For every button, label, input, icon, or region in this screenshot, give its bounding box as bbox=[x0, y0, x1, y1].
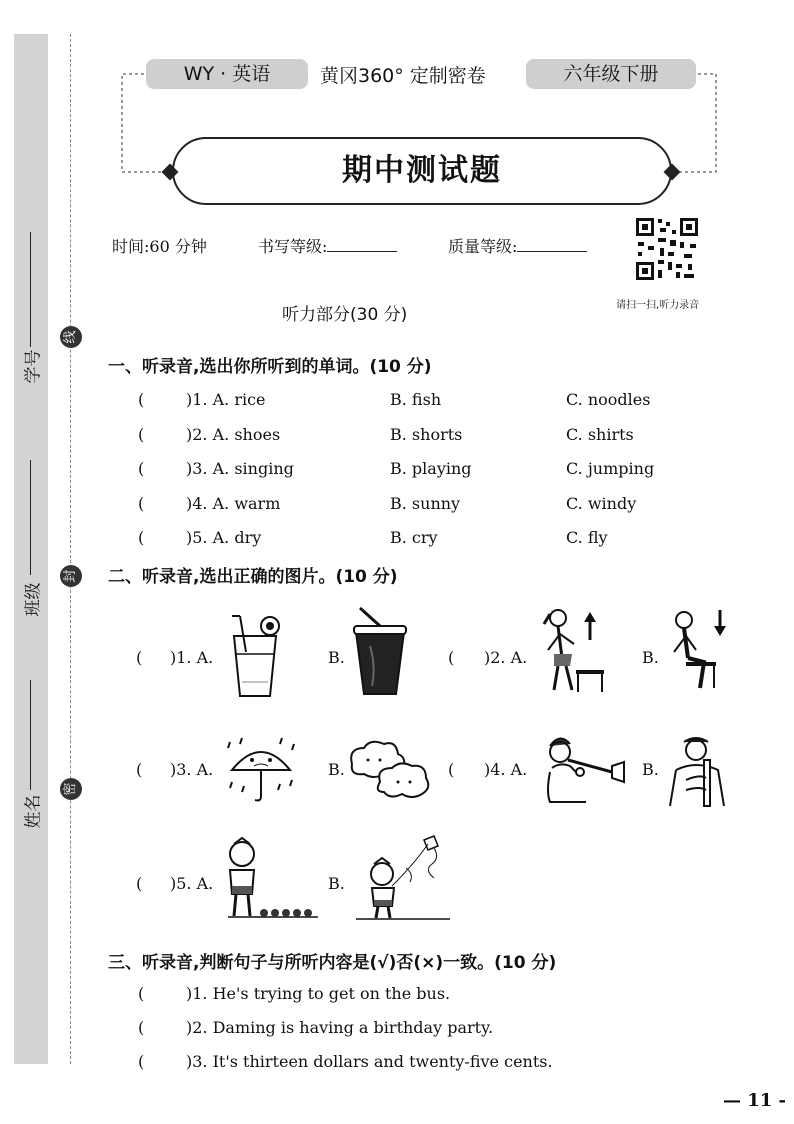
answer-paren[interactable]: ( bbox=[138, 528, 145, 547]
writing-grade-label: 书写等级: bbox=[258, 237, 328, 256]
option-c: C. shirts bbox=[566, 425, 634, 444]
answer-paren[interactable]: ( bbox=[138, 459, 145, 478]
boy-playing-recorder-icon bbox=[666, 734, 730, 810]
statement: )1. He's trying to get on the bus. bbox=[186, 984, 451, 1003]
option-c: C. noodles bbox=[566, 390, 651, 409]
option-b: B. fish bbox=[390, 390, 442, 409]
seal-feng: 封 bbox=[60, 565, 82, 587]
section3-title: 三、听录音,判断句子与所听内容是(√)否(×)一致。(10 分) bbox=[108, 953, 557, 973]
writing-grade bbox=[258, 234, 397, 257]
answer-paren[interactable]: ( bbox=[138, 984, 145, 1003]
answer-paren[interactable]: ( bbox=[138, 1052, 145, 1071]
id-label: 学号 bbox=[23, 349, 44, 384]
option-a: )4. A. warm bbox=[186, 494, 281, 513]
name-blank bbox=[30, 680, 31, 790]
q3-label: )3. A. bbox=[170, 760, 214, 779]
listening-title: 听力部分(30 分) bbox=[282, 305, 408, 325]
quality-grade bbox=[448, 234, 587, 257]
page-number: — 11 - bbox=[722, 1090, 786, 1111]
juice-glass-icon bbox=[226, 612, 284, 700]
writing-grade-blank bbox=[327, 237, 397, 252]
series-title: 黄冈360° 定制密卷 bbox=[320, 65, 486, 87]
option-a: )2. A. shoes bbox=[186, 425, 281, 444]
answer-paren[interactable]: ( bbox=[138, 494, 145, 513]
cut-line bbox=[70, 34, 71, 1064]
answer-paren[interactable]: ( bbox=[448, 648, 455, 667]
answer-paren[interactable]: ( bbox=[448, 760, 455, 779]
class-blank bbox=[30, 460, 31, 575]
answer-paren[interactable]: ( bbox=[138, 1018, 145, 1037]
clouds-icon bbox=[346, 736, 432, 802]
answer-paren[interactable]: ( bbox=[136, 874, 143, 893]
answer-paren[interactable]: ( bbox=[136, 760, 143, 779]
option-b: B. playing bbox=[390, 459, 472, 478]
option-c: C. windy bbox=[566, 494, 637, 513]
q1-b-label: B. bbox=[328, 648, 345, 667]
q2-label: )2. A. bbox=[484, 648, 528, 667]
id-blank bbox=[30, 232, 31, 347]
section1-title: 一、听录音,选出你所听到的单词。(10 分) bbox=[108, 357, 432, 377]
section2-title: 二、听录音,选出正确的图片。(10 分) bbox=[108, 567, 398, 587]
statement: )2. Daming is having a birthday party. bbox=[186, 1018, 494, 1037]
binding-strip bbox=[14, 34, 48, 1064]
option-a: )3. A. singing bbox=[186, 459, 294, 478]
boy-flying-kite-icon bbox=[354, 834, 454, 922]
option-a: )1. A. rice bbox=[186, 390, 266, 409]
option-b: B. cry bbox=[390, 528, 438, 547]
answer-paren[interactable]: ( bbox=[138, 425, 145, 444]
seal-mi: 密 bbox=[60, 778, 82, 800]
option-b: B. sunny bbox=[390, 494, 461, 513]
option-a: )5. A. dry bbox=[186, 528, 262, 547]
option-c: C. jumping bbox=[566, 459, 655, 478]
rain-umbrella-icon bbox=[224, 734, 298, 806]
option-b: B. shorts bbox=[390, 425, 463, 444]
subject-pill: WY · 英语 bbox=[146, 59, 308, 89]
boy-sitting-down-icon bbox=[664, 608, 728, 696]
quality-grade-blank bbox=[517, 237, 587, 252]
girl-standing-up-icon bbox=[538, 604, 608, 698]
q2-b-label: B. bbox=[642, 648, 659, 667]
answer-paren[interactable]: ( bbox=[138, 390, 145, 409]
answer-paren[interactable]: ( bbox=[136, 648, 143, 667]
seal-xian: 线 bbox=[60, 326, 82, 348]
q3-b-label: B. bbox=[328, 760, 345, 779]
option-c: C. fly bbox=[566, 528, 608, 547]
class-label: 班级 bbox=[23, 582, 44, 617]
boy-marbles-icon bbox=[220, 836, 320, 922]
name-label: 姓名 bbox=[23, 794, 44, 829]
statement: )3. It's thirteen dollars and twenty-five cents. bbox=[186, 1052, 553, 1071]
q5-b-label: B. bbox=[328, 874, 345, 893]
quality-grade-label: 质量等级: bbox=[448, 237, 518, 256]
cola-cup-icon bbox=[350, 606, 410, 698]
time-info: 时间:60 分钟 bbox=[112, 237, 207, 256]
q5-label: )5. A. bbox=[170, 874, 214, 893]
grade-pill: 六年级下册 bbox=[526, 59, 696, 89]
qr-code[interactable] bbox=[634, 216, 700, 282]
boy-playing-trumpet-icon bbox=[546, 732, 626, 804]
q4-label: )4. A. bbox=[484, 760, 528, 779]
q1-label: )1. A. bbox=[170, 648, 214, 667]
page-title: 期中测试题 bbox=[342, 153, 502, 188]
qr-caption: 请扫一扫,听力录音 bbox=[616, 300, 700, 311]
q4-b-label: B. bbox=[642, 760, 659, 779]
